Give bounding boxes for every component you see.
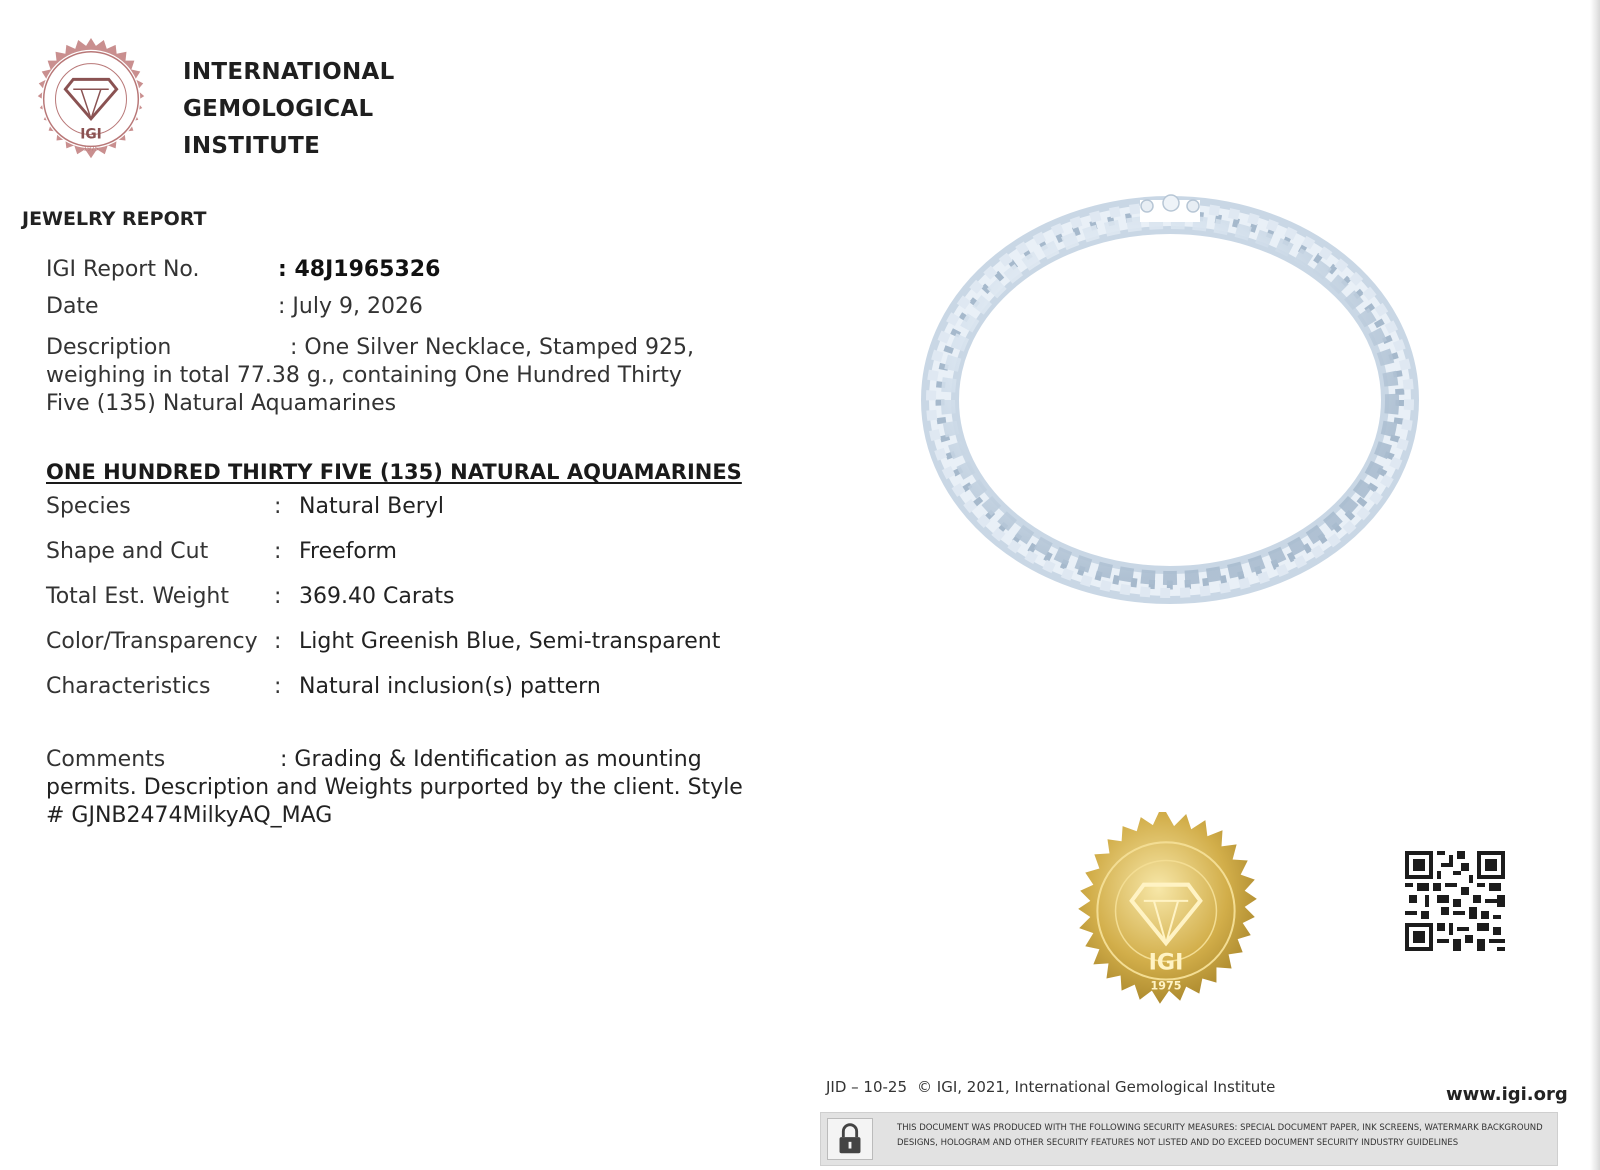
institute-name-line-1: INTERNATIONAL [183,59,395,85]
necklace-photo [915,175,1425,605]
stones-section-title: ONE HUNDRED THIRTY FIVE (135) NATURAL AQUAMARINES [46,460,742,484]
security-notice-text: THIS DOCUMENT WAS PRODUCED WITH THE FOLLOWING SECURITY MEASURES: SPECIAL DOCUMENT PAPER, INK SCREENS, WATERMARK BACKGROUND DESIGNS, HOLOGRAM AND OTHER SECURITY FEATURES NOT LISTED AND DO EXCEED DOCUMENT SECURITY INDUSTRY GUIDELINES [897,1123,1543,1148]
comments-block [46,746,746,830]
qr-code [1405,851,1505,951]
jewelry-report-page: IGI 1975 INTERNATIONAL GEMOLOGICAL INSTITUTE JEWELRY REPORT IGI Report No. : 48J1965326 Date : July 9, 2026 Description : One Silver Necklace, Stamped 925, weighing in total 77.38 g., containing One Hundred Thirty Five (135) Natural Aquamarines ONE HUNDRED THIRTY FIVE (135) NATURAL AQUAMARINES Species : Natural Beryl Shape and Cut : Freeform Total Est. Weight : 369.40 Carats Color/Transparency : Light Greenish Blue, Semi-transparent Characteristics : Natural inclusion(s) pattern Comments : Grading & Identification as mounting permits. Description and Weights purported by the client. Style # GJNB2474MilkyAQ_MAG IGI 1975 JID – 10-25 © IGI, 2021, International Gemological Institute www.igi.org THIS DOCUMENT WAS PRODUCED WITH THE FOLLOWING SECURITY MEASURES: SPECIAL DOCUMENT PAPER, INK SCREENS, WATERMARK BACKGROUND DESIGNS, HOLOGRAM AND OTHER SECURITY FEATURES NOT LISTED AND DO EXCEED DOCUMENT SECURITY INDUSTRY GUIDELINES [0,0,1600,1170]
igi-seal-logo [22,36,160,174]
date-value: : July 9, 2026 [278,294,423,319]
footer-credit [826,1078,1275,1096]
report-number-value: : 48J1965326 [278,257,441,282]
report-type-heading: JEWELRY REPORT [22,208,207,230]
institute-name-line-3: INSTITUTE [183,133,321,159]
gold-hologram-seal [1055,808,1277,1030]
description-block [46,334,726,418]
institute-name [183,54,395,165]
lock-icon [828,1119,872,1159]
total-weight-label: Total Est. Weight [46,584,229,609]
comments-label: Comments [46,747,166,772]
description-value: : One Silver Necklace, Stamped 925, weighing in total 77.38 g., containing One Hundred Thirty Five (135) Natural Aquamarines [46,335,694,416]
svg-text:IGI: IGI [80,126,102,143]
characteristics-value: Natural inclusion(s) pattern [299,674,601,699]
lock-icon-box [827,1118,873,1160]
color-transparency-value: Light Greenish Blue, Semi-transparent [299,629,721,654]
species-value: Natural Beryl [299,494,444,519]
description-label: Description [46,335,172,360]
copyright-text: © IGI, 2021, International Gemological Institute [917,1078,1276,1096]
svg-text:1975: 1975 [83,146,99,153]
svg-text:IGI: IGI [1148,949,1184,976]
report-number-label: IGI Report No. [46,257,200,282]
shape-cut-label: Shape and Cut [46,539,209,564]
characteristics-label: Characteristics [46,674,211,699]
institute-name-line-2: GEMOLOGICAL [183,96,374,122]
date-label: Date [46,294,99,319]
paper-edge-shadow [1590,0,1600,1170]
shape-cut-value: Freeform [299,539,397,564]
species-label: Species [46,494,131,519]
document-code: JID – 10-25 [826,1078,908,1096]
comments-value: : Grading & Identification as mounting permits. Description and Weights purported by the client. Style # GJNB2474MilkyAQ_MAG [46,747,743,828]
total-weight-value: 369.40 Carats [299,584,455,609]
color-transparency-label: Color/Transparency [46,629,258,654]
svg-text:1975: 1975 [1150,979,1182,993]
security-notice-strip [820,1112,1558,1166]
website-url[interactable]: www.igi.org [1446,1084,1568,1105]
